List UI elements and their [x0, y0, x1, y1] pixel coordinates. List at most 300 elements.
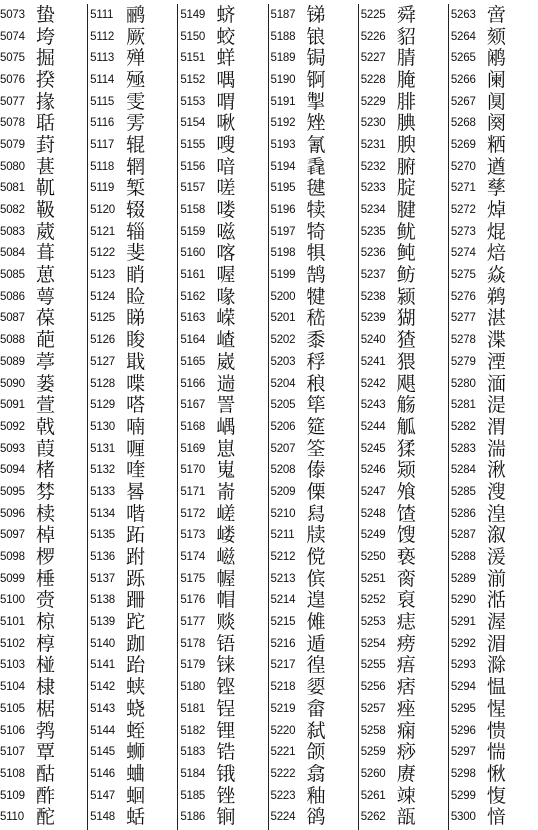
entry-character: 喁: [216, 68, 236, 91]
entry-number: 5259: [360, 746, 386, 759]
entry-number: 5207: [270, 442, 296, 455]
table-row: [271, 416, 358, 438]
table-row: [0, 481, 87, 503]
entry-number: 5165: [180, 355, 206, 368]
entry-number: 5160: [180, 247, 206, 260]
entry-number: 5161: [180, 269, 206, 282]
entry-number: 5081: [0, 182, 25, 195]
entry-character: 鹆: [306, 806, 326, 829]
table-row: [90, 156, 177, 178]
entry-number: 5083: [0, 225, 25, 238]
table-row: [90, 394, 177, 416]
entry-number: 5241: [360, 355, 386, 368]
table-row: [361, 481, 448, 503]
entry-number: 5149: [180, 8, 206, 21]
entry-character: 跞: [126, 567, 146, 590]
table-row: [0, 394, 87, 416]
entry-number: 5167: [180, 399, 206, 412]
entry-character: 腆: [396, 112, 416, 135]
entry-number: 5221: [270, 746, 296, 759]
entry-number: 5177: [180, 616, 206, 629]
entry-number: 5285: [450, 485, 476, 498]
entry-number: 5295: [450, 702, 476, 715]
entry-number: 5140: [90, 637, 115, 650]
entry-character: 跎: [126, 611, 146, 634]
entry-character: 渥: [486, 611, 506, 634]
table-row: [0, 785, 87, 807]
entry-character: 焙: [486, 242, 506, 265]
entry-number: 5236: [360, 247, 386, 260]
entry-character: 湟: [486, 502, 506, 525]
entry-character: 锂: [216, 719, 236, 742]
table-row: [90, 286, 177, 308]
table-row: [451, 178, 538, 200]
entry-character: 椐: [36, 697, 56, 720]
entry-number: 5154: [180, 117, 206, 130]
entry-number: 5150: [180, 30, 206, 43]
table-row: [0, 286, 87, 308]
table-row: [361, 546, 448, 568]
entry-character: 掣: [306, 90, 326, 113]
table-row: [0, 243, 87, 265]
entry-number: 5121: [90, 225, 115, 238]
table-row: [271, 763, 358, 785]
entry-number: 5283: [450, 442, 476, 455]
table-row: [451, 91, 538, 113]
entry-number: 5300: [450, 811, 476, 824]
table-row: [180, 394, 267, 416]
entry-character: 惺: [486, 697, 506, 720]
entry-number: 5274: [450, 247, 476, 260]
table-row: [180, 199, 267, 221]
entry-character: 痤: [396, 697, 416, 720]
table-row: [271, 329, 358, 351]
table-row: [361, 763, 448, 785]
entry-number: 5101: [0, 616, 25, 629]
table-row: [451, 308, 538, 330]
table-row: [451, 221, 538, 243]
entry-number: 5109: [0, 789, 25, 802]
entry-number: 5240: [360, 334, 386, 347]
entry-character: 湫: [486, 459, 506, 482]
entry-number: 5183: [180, 746, 206, 759]
entry-number: 5178: [180, 637, 206, 650]
table-row: [271, 459, 358, 481]
table-row: [0, 199, 87, 221]
entry-number: 5262: [360, 811, 386, 824]
table-row: [361, 199, 448, 221]
entry-number: 5224: [270, 811, 296, 824]
entry-character: 詈: [216, 394, 236, 417]
table-row: [90, 112, 177, 134]
entry-number: 5107: [0, 746, 25, 759]
entry-number: 5269: [450, 138, 476, 151]
entry-character: 掘: [36, 47, 56, 70]
entry-number: 5173: [180, 529, 206, 542]
table-row: [271, 655, 358, 677]
entry-number: 5223: [270, 789, 296, 802]
entry-character: 稃: [306, 350, 326, 373]
entry-number: 5120: [90, 204, 115, 217]
entry-character: 舜: [396, 4, 416, 26]
entry-number: 5089: [0, 355, 25, 368]
entry-character: 铿: [216, 676, 236, 699]
table-row: [180, 503, 267, 525]
table-row: [361, 720, 448, 742]
entry-number: 5234: [360, 204, 386, 217]
entry-character: 靰: [36, 177, 56, 200]
entry-character: 湜: [486, 394, 506, 417]
entry-number: 5122: [90, 247, 115, 260]
table-row: [0, 611, 87, 633]
entry-character: 跆: [126, 654, 146, 677]
entry-character: 睇: [126, 307, 146, 330]
entry-number: 5098: [0, 551, 25, 564]
table-row: [451, 676, 538, 698]
table-row: [90, 329, 177, 351]
entry-character: 蛲: [126, 697, 146, 720]
table-row: [361, 308, 448, 330]
entry-character: 楮: [36, 459, 56, 482]
entry-character: 愔: [486, 806, 506, 829]
table-row: [271, 590, 358, 612]
entry-character: 猥: [396, 350, 416, 373]
entry-number: 5253: [360, 616, 386, 629]
entry-character: 傩: [306, 611, 326, 634]
table-row: [180, 590, 267, 612]
table-row: [0, 416, 87, 438]
table-row: [180, 47, 267, 69]
entry-number: 5168: [180, 420, 206, 433]
entry-number: 5180: [180, 681, 206, 694]
entry-character: 鹁: [36, 719, 56, 742]
entry-number: 5100: [0, 594, 25, 607]
entry-number: 5195: [270, 182, 296, 195]
entry-number: 5282: [450, 420, 476, 433]
table-row: [180, 221, 267, 243]
entry-number: 5289: [450, 572, 476, 585]
table-row: [0, 546, 87, 568]
entry-character: 锔: [306, 47, 326, 70]
entry-character: 锆: [216, 741, 236, 764]
table-row: [361, 243, 448, 265]
entry-character: 蛔: [126, 784, 146, 807]
entry-character: 痫: [396, 719, 416, 742]
entry-number: 5133: [90, 485, 115, 498]
entry-character: 溆: [486, 524, 506, 547]
entry-character: 辎: [126, 220, 146, 243]
table-row: [271, 373, 358, 395]
entry-number: 5250: [360, 551, 386, 564]
entry-number: 5188: [270, 30, 296, 43]
entry-number: 5166: [180, 377, 206, 390]
table-row: [451, 156, 538, 178]
entry-character: 椁: [36, 632, 56, 655]
table-row: [180, 69, 267, 91]
entry-character: 睑: [126, 285, 146, 308]
entry-number: 5132: [90, 464, 115, 477]
entry-character: 遁: [306, 632, 326, 655]
table-row: [0, 26, 87, 48]
table-row: [0, 112, 87, 134]
table-row: [180, 351, 267, 373]
entry-character: 傥: [306, 546, 326, 569]
entry-number: 5172: [180, 507, 206, 520]
table-row: [361, 156, 448, 178]
entry-character: 腓: [396, 90, 416, 113]
entry-character: 葑: [36, 133, 56, 156]
entry-character: 阑: [486, 68, 506, 91]
entry-number: 5179: [180, 659, 206, 672]
table-row: [451, 329, 538, 351]
entry-character: 颎: [396, 459, 416, 482]
entry-number: 5280: [450, 377, 476, 390]
entry-number: 5162: [180, 290, 206, 303]
entry-number: 5205: [270, 399, 296, 412]
entry-number: 5233: [360, 182, 386, 195]
entry-character: 跚: [126, 589, 146, 612]
entry-number: 5077: [0, 95, 25, 108]
entry-number: 5272: [450, 204, 476, 217]
entry-character: 腴: [396, 133, 416, 156]
table-row: [271, 156, 358, 178]
entry-number: 5148: [90, 811, 115, 824]
entry-number: 5146: [90, 767, 115, 780]
entry-character: 矬: [306, 112, 326, 135]
entry-character: 貂: [396, 25, 416, 48]
table-row: [90, 785, 177, 807]
entry-character: 嵘: [216, 307, 236, 330]
entry-character: 喹: [126, 459, 146, 482]
entry-number: 5278: [450, 334, 476, 347]
entry-number: 5293: [450, 659, 476, 672]
table-row: [271, 525, 358, 547]
entry-character: 蛘: [216, 47, 236, 70]
table-row: [180, 178, 267, 200]
entry-character: 犋: [306, 242, 326, 265]
entry-character: 馊: [396, 524, 416, 547]
table-row: [90, 503, 177, 525]
entry-character: 酢: [36, 784, 56, 807]
entry-character: 亵: [396, 546, 416, 569]
entry-character: 喀: [216, 242, 236, 265]
table-row: [0, 134, 87, 156]
table-row: [451, 286, 538, 308]
table-row: [271, 134, 358, 156]
entry-number: 5187: [270, 8, 296, 21]
entry-character: 喱: [126, 437, 146, 460]
entry-number: 5222: [270, 767, 296, 780]
entry-number: 5239: [360, 312, 386, 325]
entry-character: 蛱: [126, 676, 146, 699]
entry-number: 5291: [450, 616, 476, 629]
entry-character: 鹂: [126, 4, 146, 26]
entry-character: 惴: [486, 741, 506, 764]
entry-character: 遄: [216, 372, 236, 395]
table-row: [271, 112, 358, 134]
table-row: [451, 763, 538, 785]
entry-character: 徨: [306, 654, 326, 677]
table-row: [271, 806, 358, 828]
table-row: [0, 264, 87, 286]
table-row: [180, 676, 267, 698]
entry-character: 蛞: [126, 806, 146, 829]
entry-character: 嵎: [216, 415, 236, 438]
entry-number: 5276: [450, 290, 476, 303]
entry-character: 蛳: [126, 741, 146, 764]
table-row: [180, 373, 267, 395]
entry-character: 飧: [396, 480, 416, 503]
entry-character: 愎: [486, 784, 506, 807]
entry-character: 氰: [306, 133, 326, 156]
entry-number: 5115: [90, 95, 115, 108]
table-row: [271, 503, 358, 525]
entry-number: 5247: [360, 485, 386, 498]
table-row: [0, 590, 87, 612]
entry-number: 5094: [0, 464, 25, 477]
table-row: [361, 806, 448, 828]
entry-character: 葶: [36, 350, 56, 373]
entry-character: 腌: [396, 68, 416, 91]
entry-number: 5114: [90, 73, 115, 86]
table-row: [361, 394, 448, 416]
table-row: [0, 720, 87, 742]
entry-number: 5129: [90, 399, 115, 412]
table-row: [451, 655, 538, 677]
entry-character: 湮: [486, 350, 506, 373]
entry-number: 5135: [90, 529, 115, 542]
entry-character: 鲀: [396, 242, 416, 265]
table-row: [90, 373, 177, 395]
table-row: [90, 243, 177, 265]
table-row: [0, 459, 87, 481]
entry-character: 辊: [126, 133, 146, 156]
entry-character: 犍: [306, 285, 326, 308]
table-row: [90, 308, 177, 330]
table-row: [180, 112, 267, 134]
table-row: [271, 720, 358, 742]
entry-character: 蛭: [126, 719, 146, 742]
table-row: [361, 590, 448, 612]
entry-character: 雱: [126, 112, 146, 135]
table-row: [451, 806, 538, 828]
entry-number: 5128: [90, 377, 115, 390]
entry-character: 椪: [36, 654, 56, 677]
entry-character: 喟: [216, 90, 236, 113]
entry-character: 焱: [486, 264, 506, 287]
table-row: [180, 243, 267, 265]
entry-character: 嗒: [126, 394, 146, 417]
table-row: [180, 286, 267, 308]
table-row: [180, 633, 267, 655]
entry-character: 睄: [126, 264, 146, 287]
entry-character: 媭: [306, 676, 326, 699]
entry-character: 釉: [306, 784, 326, 807]
entry-character: 锑: [306, 4, 326, 26]
table-row: [180, 698, 267, 720]
table-row: [0, 698, 87, 720]
entry-character: 黍: [306, 329, 326, 352]
entry-number: 5268: [450, 117, 476, 130]
entry-character: 蛰: [36, 4, 56, 26]
table-row: [271, 178, 358, 200]
entry-number: 5164: [180, 334, 206, 347]
table-row: [361, 655, 448, 677]
table-row: [451, 459, 538, 481]
entry-character: 掾: [36, 90, 56, 113]
table-row: [451, 546, 538, 568]
entry-character: 嵛: [216, 480, 236, 503]
entry-number: 5215: [270, 616, 296, 629]
table-column: [87, 4, 177, 830]
table-row: [271, 199, 358, 221]
entry-number: 5095: [0, 485, 25, 498]
entry-number: 5136: [90, 551, 115, 564]
entry-number: 5169: [180, 442, 206, 455]
entry-number: 5119: [90, 182, 115, 195]
table-row: [451, 741, 538, 763]
entry-character: 鹈: [486, 285, 506, 308]
entry-number: 5147: [90, 789, 115, 802]
entry-number: 5271: [450, 182, 476, 195]
entry-number: 5158: [180, 204, 206, 217]
entry-character: 椤: [36, 546, 56, 569]
entry-character: 棼: [36, 480, 56, 503]
entry-character: 喑: [216, 155, 236, 178]
entry-number: 5211: [270, 529, 295, 542]
table-row: [90, 763, 177, 785]
entry-number: 5123: [90, 269, 115, 282]
entry-character: 啾: [216, 112, 236, 135]
entry-character: 遒: [486, 155, 506, 178]
entry-character: 湛: [486, 307, 506, 330]
table-row: [271, 4, 358, 26]
table-row: [271, 91, 358, 113]
table-row: [451, 633, 538, 655]
entry-character: 跏: [126, 632, 146, 655]
entry-character: 傈: [306, 480, 326, 503]
entry-number: 5143: [90, 702, 115, 715]
entry-number: 5113: [90, 52, 115, 65]
table-row: [361, 503, 448, 525]
table-row: [90, 698, 177, 720]
entry-character: 鹄: [306, 264, 326, 287]
table-row: [0, 91, 87, 113]
entry-character: 锉: [216, 784, 236, 807]
entry-number: 5299: [450, 789, 476, 802]
entry-character: 觚: [396, 415, 416, 438]
table-row: [0, 741, 87, 763]
entry-number: 5273: [450, 225, 476, 238]
table-row: [90, 481, 177, 503]
table-row: [180, 763, 267, 785]
entry-character: 蛴: [216, 4, 236, 26]
table-row: [361, 69, 448, 91]
table-row: [90, 611, 177, 633]
table-row: [361, 373, 448, 395]
entry-number: 5104: [0, 681, 25, 694]
entry-number: 5192: [270, 117, 296, 130]
entry-character: 锇: [216, 762, 236, 785]
entry-number: 5139: [90, 616, 115, 629]
table-row: [271, 546, 358, 568]
entry-character: 赍: [36, 589, 56, 612]
entry-character: 猢: [396, 307, 416, 330]
entry-number: 5296: [450, 724, 476, 737]
entry-character: 牍: [306, 524, 326, 547]
entry-number: 5134: [90, 507, 115, 520]
entry-number: 5230: [360, 117, 386, 130]
